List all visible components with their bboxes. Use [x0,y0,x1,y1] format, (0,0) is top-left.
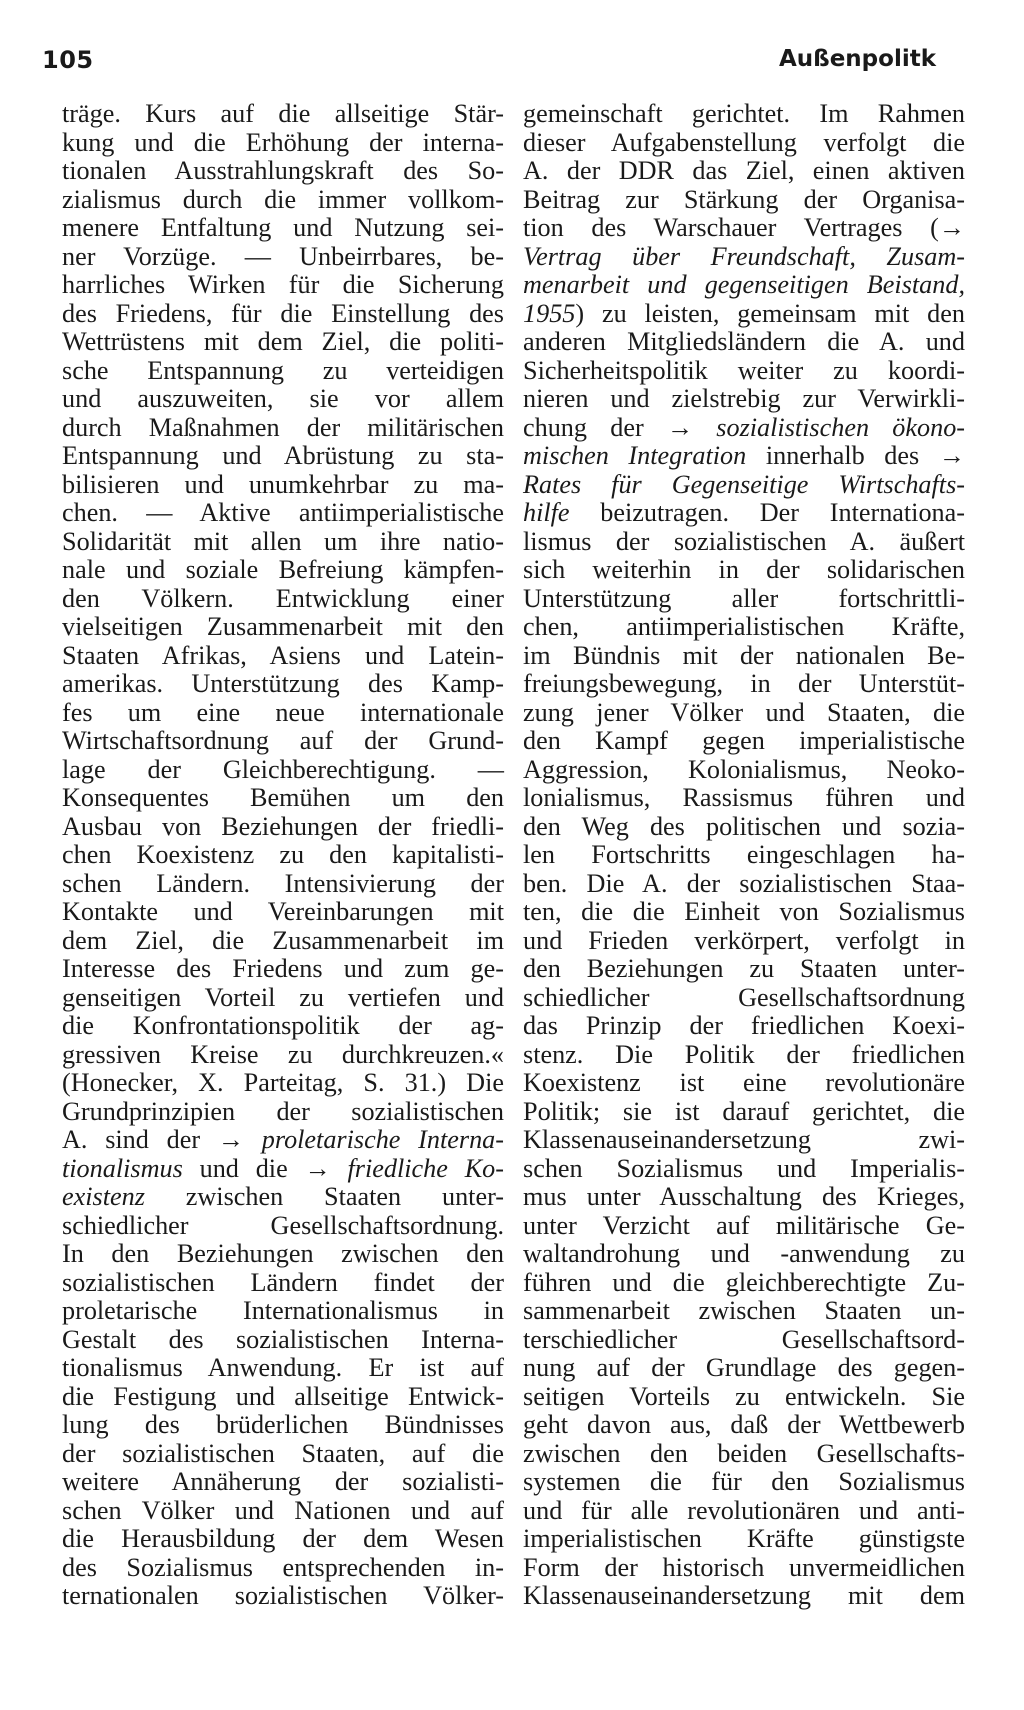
text-line [523,1041,965,1070]
text-line [523,385,965,414]
text-line [523,585,965,614]
text-line [523,499,965,528]
text-segment: Entspannung und Abrüstung zu sta- [62,441,504,470]
text-segment: und für alle revolutionären und anti- [523,1495,965,1525]
text-line [62,1497,504,1526]
text-segment: Grundprinzipien der sozialistischen [62,1096,504,1126]
text-segment: terschiedlicher Gesellschaftsord- [523,1324,965,1354]
text-line [523,955,965,984]
text-line [62,499,504,528]
text-segment: Kontakte und Vereinbarungen mit [62,897,504,926]
text-line [62,1297,504,1326]
text-segment: des Friedens, für die Einstellung des [62,298,504,328]
text-segment: Koexistenz ist eine revolutionäre [523,1068,965,1097]
text-segment: nieren und zielstrebig zur Verwirkli- [523,384,965,413]
text-line [62,1240,504,1269]
text-segment: geht davon aus, daß der Wettbewerb [523,1410,965,1439]
text-line [523,984,965,1013]
right-text-column [523,100,965,1611]
text-segment: den Kampf gegen imperialistische [523,726,965,755]
text-line [523,727,965,756]
text-line [62,898,504,927]
text-line [62,1012,504,1041]
text-line [62,1183,504,1212]
text-line [62,471,504,500]
text-segment: träge. Kurs auf die allseitige Stär- [62,99,504,128]
text-line [523,300,965,329]
text-line [523,870,965,899]
text-line [523,642,965,671]
text-line [62,528,504,557]
text-segment: (Honecker, X. Parteitag, S. 31.) Die [62,1068,504,1097]
text-segment: ben. Die A. der sozialistischen Staa- [523,868,965,898]
text-segment: tion des Warschauer Vertrages (→ [523,213,965,242]
text-line [523,271,965,300]
text-segment: zialismus durch die immer vollkom- [62,184,504,214]
text-segment: führen und die gleichberechtigte Zu- [523,1267,965,1297]
italic-term: proletarische Interna- [261,1125,504,1154]
text-segment: amerikas. Unterstützung des Kamp- [62,669,504,698]
text-line [62,841,504,870]
text-segment: menere Entfaltung und Nutzung sei- [62,213,504,242]
text-segment: schiedlicher Gesellschaftsordnung. [62,1210,504,1240]
text-line [523,898,965,927]
text-line [523,129,965,158]
text-line [523,699,965,728]
text-segment: das Prinzip der friedlichen Koexi- [523,1011,965,1040]
text-line [523,442,965,471]
text-segment: Gestalt des sozialistischen Interna- [62,1324,504,1354]
text-segment: systemen die für den Sozialismus [523,1467,965,1496]
text-line [62,813,504,842]
text-segment: Staaten Afrikas, Asiens und Latein- [62,640,504,670]
text-line [62,100,504,129]
text-segment: dieser Aufgabenstellung verfolgt die [523,127,965,157]
text-line [523,1554,965,1583]
text-line [523,414,965,443]
text-segment: lung des brüderlichen Bündnisses [62,1410,504,1439]
text-line [62,699,504,728]
text-segment: Unterstützung aller fortschrittli- [523,583,965,613]
text-segment: genseitigen Vorteil zu vertiefen und [62,982,504,1012]
text-line [523,813,965,842]
text-segment: zung jener Völker und Staaten, die [523,697,965,727]
text-line [62,1582,504,1611]
text-line [62,1411,504,1440]
text-segment: sammenarbeit zwischen Staaten un- [523,1296,965,1325]
text-line [62,927,504,956]
text-line [62,1126,504,1155]
text-line [523,1525,965,1554]
text-segment: Wirtschaftsordnung auf der Grund- [62,726,504,755]
text-segment: gemeinschaft gerichtet. Im Rahmen [523,99,965,128]
text-segment: Konsequentes Bemühen um den [62,783,504,812]
text-line [62,1069,504,1098]
text-segment: die Festigung und allseitige Entwick- [62,1381,504,1411]
text-segment: Wettrüstens mit dem Ziel, die politi- [62,327,504,356]
text-segment: ) zu leisten, gemeinsam mit den [575,298,965,328]
italic-term: Vertrag über Freundschaft, Zusam- [523,241,965,271]
italic-term: friedliche Ko- [347,1153,504,1183]
text-segment: chen Koexistenz zu den kapitalisti- [62,840,504,869]
text-line [62,214,504,243]
text-line [523,1069,965,1098]
text-segment: Form der historisch unvermeidlichen [523,1552,965,1582]
text-line [62,186,504,215]
text-segment: A. der DDR das Ziel, einen aktiven [523,156,965,185]
text-line [62,613,504,642]
text-segment: Sicherheitspolitik weiter zu koordi- [523,355,965,385]
italic-term: mischen Integration [523,441,747,470]
text-line [523,1012,965,1041]
text-segment: schen Ländern. Intensivierung der [62,868,504,898]
text-segment: und Frieden verkörpert, verfolgt in [523,925,965,955]
text-line [62,1326,504,1355]
text-segment: zwischen Staaten unter- [144,1182,504,1211]
text-line [62,442,504,471]
text-line [62,243,504,272]
text-line [62,670,504,699]
text-line [523,1269,965,1298]
text-line [523,328,965,357]
text-line [62,727,504,756]
text-segment: Klassenauseinandersetzung mit dem [523,1581,965,1610]
text-line [523,186,965,215]
text-segment: innerhalb des → [746,441,965,470]
text-line [523,157,965,186]
text-segment: imperialistischen Kräfte günstigste [523,1524,965,1553]
text-line [523,670,965,699]
italic-term: Rates für Gegenseitige Wirtschafts- [523,469,965,499]
text-segment: anderen Mitgliedsländern die A. und [523,327,965,356]
text-line [62,642,504,671]
text-segment: freiungsbewegung, in der Unterstüt- [523,669,965,698]
text-segment: tionalismus Anwendung. Er ist auf [62,1353,504,1382]
text-segment: und die → [182,1153,348,1183]
italic-term: sozialistischen ökono- [716,412,966,442]
text-line [62,300,504,329]
text-line [62,157,504,186]
text-line [62,870,504,899]
text-segment: schiedlicher Gesellschaftsordnung [523,982,965,1012]
text-line [523,100,965,129]
italic-term: hilfe [523,498,570,527]
text-segment: Aggression, Kolonialismus, Neoko- [523,754,965,784]
text-line [523,1183,965,1212]
text-segment: Ausbau von Beziehungen der friedli- [62,811,504,841]
text-line [523,784,965,813]
text-line [523,1240,965,1269]
text-line [523,528,965,557]
text-line [62,414,504,443]
text-line [62,357,504,386]
text-line [62,1440,504,1469]
text-line [523,1582,965,1611]
text-segment: durch Maßnahmen der militärischen [62,412,504,442]
text-line [523,613,965,642]
text-segment: den Weg des politischen und sozia- [523,811,965,841]
left-text-column [62,100,504,1611]
text-line [62,1383,504,1412]
text-segment: A. sind der → [62,1125,262,1154]
text-segment: chung der → [523,412,717,442]
text-segment: den Völkern. Entwicklung einer [62,583,504,613]
text-segment: und auszuweiten, sie vor allem [62,384,504,413]
text-line [523,1098,965,1127]
text-segment: Klassenauseinandersetzung zwi- [523,1125,965,1154]
text-segment: sich weiterhin in der solidarischen [523,555,965,584]
text-line [62,1354,504,1383]
text-line [523,1411,965,1440]
text-segment: des Sozialismus entsprechenden in- [62,1552,504,1582]
page-number: 105 [42,46,94,74]
text-line [62,328,504,357]
text-line [62,756,504,785]
text-segment: bilisieren und unumkehrbar zu ma- [62,469,504,499]
text-segment: lage der Gleichberechtigung. — [62,754,504,784]
text-line [62,955,504,984]
text-segment: zwischen den beiden Gesellschafts- [523,1438,965,1468]
text-segment: gressiven Kreise zu durchkreuzen.« [62,1039,504,1069]
text-segment: kung und die Erhöhung der interna- [62,127,504,157]
text-line [62,1041,504,1070]
text-segment: ner Vorzüge. — Unbeirrbares, be- [62,241,504,271]
text-segment: sozialistischen Ländern findet der [62,1267,504,1297]
text-line [62,1525,504,1554]
text-segment: Politik; sie ist darauf gerichtet, die [523,1096,965,1126]
text-segment: len Fortschritts eingeschlagen ha- [523,840,965,869]
text-segment: chen. — Aktive antiimperialistische [62,498,504,527]
text-segment: schen Sozialismus und Imperialis- [523,1153,965,1183]
text-segment: nung auf der Grundlage des gegen- [523,1353,965,1382]
text-line [62,1155,504,1184]
text-segment: harrliches Wirken für die Sicherung [62,270,504,299]
text-segment: Interesse des Friedens und zum ge- [62,954,504,983]
text-line [62,784,504,813]
text-segment: ten, die die Einheit von Sozialismus [523,897,965,926]
text-segment: vielseitigen Zusammenarbeit mit den [62,612,504,641]
text-segment: weitere Annäherung der sozialisti- [62,1467,504,1496]
text-line [523,556,965,585]
text-segment: In den Beziehungen zwischen den [62,1239,504,1268]
text-line [523,471,965,500]
text-segment: nale und soziale Befreiung kämpfen- [62,555,504,584]
text-line [62,1098,504,1127]
text-line [523,927,965,956]
text-line [62,1212,504,1241]
text-segment: die Herausbildung der dem Wesen [62,1524,504,1553]
text-segment: der sozialistischen Staaten, auf die [62,1438,504,1468]
text-segment: Beitrag zur Stärkung der Organisa- [523,184,965,214]
text-line [523,357,965,386]
text-line [523,1297,965,1326]
text-line [523,756,965,785]
text-line [523,1354,965,1383]
text-line [523,1155,965,1184]
text-line [62,984,504,1013]
text-line [62,1554,504,1583]
text-segment: proletarische Internationalismus in [62,1296,504,1325]
text-line [523,841,965,870]
text-line [523,1440,965,1469]
text-segment: lonialismus, Rassismus führen und [523,783,965,812]
text-segment: waltandrohung und -anwendung zu [523,1239,965,1268]
text-segment: Solidarität mit allen um ihre natio- [62,526,504,556]
text-line [62,129,504,158]
text-segment: chen, antiimperialistischen Kräfte, [523,612,965,641]
text-line [523,214,965,243]
text-line [523,1212,965,1241]
text-segment: ternationalen sozialistischen Völker- [62,1581,504,1610]
text-line [62,556,504,585]
italic-term: existenz [62,1182,145,1211]
text-line [523,1126,965,1155]
text-segment: die Konfrontationspolitik der ag- [62,1011,504,1040]
text-segment: fes um eine neue internationale [62,697,504,727]
italic-term: tionalismus [62,1153,183,1183]
italic-term: menarbeit und gegenseitigen Beistand, [523,270,965,299]
text-segment: dem Ziel, die Zusammenarbeit im [62,925,504,955]
text-line [523,1326,965,1355]
text-segment: den Beziehungen zu Staaten unter- [523,954,965,983]
running-head: Außenpolitk [778,46,936,72]
text-segment: unter Verzicht auf militärische Ge- [523,1210,965,1240]
text-line [62,385,504,414]
text-segment: lismus der sozialistischen A. äußert [523,526,965,556]
text-segment: stenz. Die Politik der friedlichen [523,1039,965,1069]
text-segment: beizutragen. Der Internationa- [569,498,965,527]
text-segment: sche Entspannung zu verteidigen [62,355,504,385]
text-line [523,1497,965,1526]
italic-term: 1955 [523,298,576,328]
text-segment: im Bündnis mit der nationalen Be- [523,640,965,670]
text-line [62,1468,504,1497]
text-segment: seitigen Vorteils zu entwickeln. Sie [523,1381,965,1411]
text-segment: schen Völker und Nationen und auf [62,1495,504,1525]
text-line [523,1383,965,1412]
text-line [62,585,504,614]
text-line [523,1468,965,1497]
text-segment: mus unter Ausschaltung des Krieges, [523,1182,965,1211]
text-segment: tionalen Ausstrahlungskraft des So- [62,156,504,185]
text-line [523,243,965,272]
text-line [62,271,504,300]
text-line [62,1269,504,1298]
